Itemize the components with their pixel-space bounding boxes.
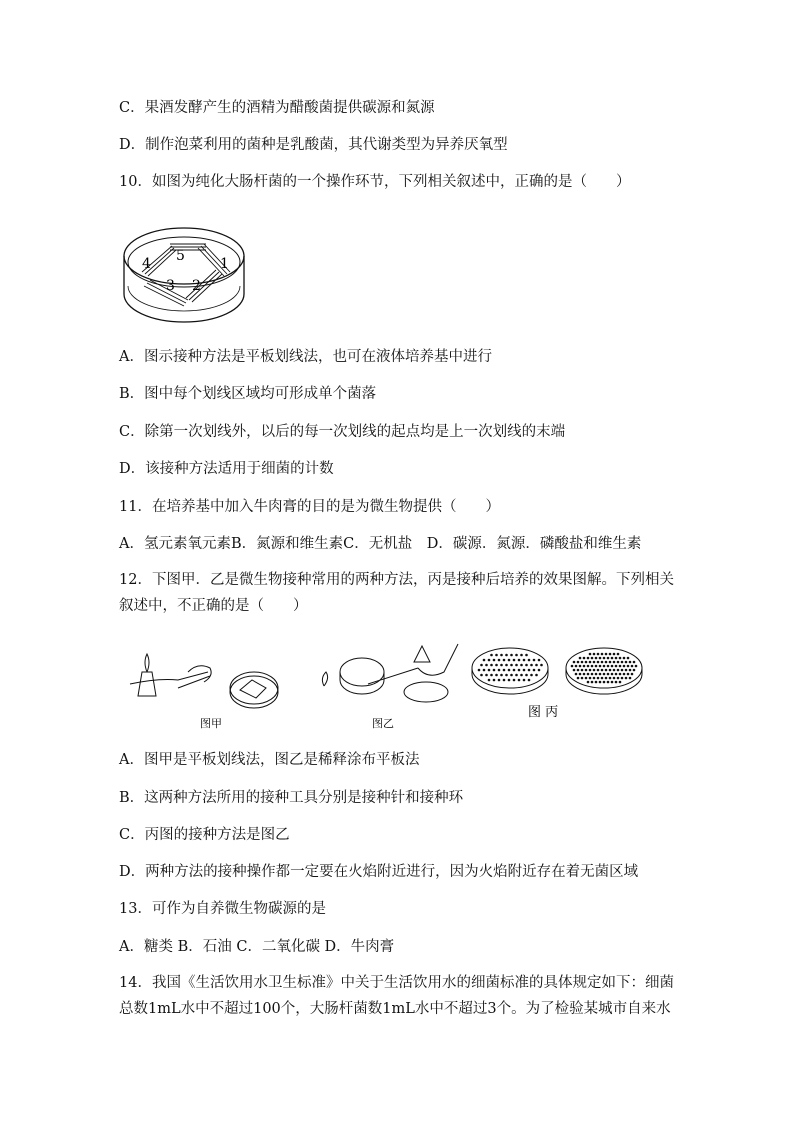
- colony-dot: [615, 657, 618, 660]
- colony-dot: [613, 677, 616, 680]
- colony-dot: [528, 659, 531, 662]
- colony-dot: [619, 673, 622, 676]
- colony-dot: [505, 664, 508, 667]
- colony-dot: [530, 664, 533, 667]
- colony-dot: [611, 673, 614, 676]
- zone-3-label: 3: [166, 278, 175, 294]
- colony-dot: [597, 661, 600, 664]
- colony-dot: [631, 665, 634, 668]
- colony-dot: [625, 677, 628, 680]
- colony-plate-right: [566, 648, 642, 694]
- colony-dot: [503, 679, 506, 682]
- colony-dot: [490, 654, 493, 657]
- q12-option-d: D．两种方法的接种操作都一定要在火焰附近进行，因为火焰附近存在着无菌区域: [119, 864, 639, 880]
- colony-dot: [587, 681, 590, 684]
- colony-dot: [597, 669, 600, 672]
- colony-dot: [623, 665, 626, 668]
- colony-dot: [603, 657, 606, 660]
- colony-dot: [579, 657, 582, 660]
- colony-dot: [528, 679, 531, 682]
- colony-dot: [583, 657, 586, 660]
- colony-dot: [623, 657, 626, 660]
- spread-method-illustration: [322, 644, 458, 702]
- colony-dot: [480, 674, 483, 677]
- colony-dot: [515, 654, 518, 657]
- colony-dot: [538, 659, 541, 662]
- colony-dot: [627, 673, 630, 676]
- colony-dot: [535, 674, 538, 677]
- colony-dot: [613, 669, 616, 672]
- colony-dot: [503, 659, 506, 662]
- colony-dot: [605, 669, 608, 672]
- colony-dot: [595, 657, 598, 660]
- colony-dot: [603, 681, 606, 684]
- q10-option-c: C．除第一次划线外，以后的每一次划线的起点均是上一次划线的末端: [119, 424, 566, 440]
- colony-dot: [488, 659, 491, 662]
- colony-dot: [581, 677, 584, 680]
- colony-dot: [601, 677, 604, 680]
- colony-dot: [605, 661, 608, 664]
- colony-dot: [513, 669, 516, 672]
- colony-dot: [573, 661, 576, 664]
- colony-dot: [595, 665, 598, 668]
- colony-dot: [609, 653, 612, 656]
- colony-dot: [583, 665, 586, 668]
- colony-dot: [535, 664, 538, 667]
- colony-dot: [483, 669, 486, 672]
- colony-dot: [629, 677, 632, 680]
- colony-dot: [619, 665, 622, 668]
- colony-dot: [533, 659, 536, 662]
- question-10: 10．如图为纯化大肠杆菌的一个操作环节，下列相关叙述中，正确的是（ ）: [119, 174, 631, 190]
- q9-option-c: C．果酒发酵产生的酒精为醋酸菌提供碳源和氮源: [119, 100, 435, 116]
- colony-dot: [607, 657, 610, 660]
- colony-dot: [591, 681, 594, 684]
- colony-dot: [589, 661, 592, 664]
- colony-dot: [571, 665, 574, 668]
- colony-dot: [607, 665, 610, 668]
- colony-dot: [520, 654, 523, 657]
- streak-method-illustration: [130, 654, 278, 708]
- colony-dot: [493, 669, 496, 672]
- colony-dot: [485, 674, 488, 677]
- colony-dot: [591, 673, 594, 676]
- colony-dot: [617, 669, 620, 672]
- colony-dot: [488, 669, 491, 672]
- colony-dot: [609, 669, 612, 672]
- colony-dot: [603, 673, 606, 676]
- colony-dot: [619, 681, 622, 684]
- q11-options: A．氢元素氧元素B．氮源和维生素C．无机盐 D．碳源．氮源．磷酸盐和维生素: [119, 536, 642, 552]
- colony-dot: [607, 681, 610, 684]
- colony-dot: [631, 673, 634, 676]
- colony-dot: [585, 661, 588, 664]
- colony-dot: [495, 654, 498, 657]
- colony-dot: [587, 665, 590, 668]
- zone-1-label: 1: [220, 256, 229, 272]
- q12-option-c: C．丙图的接种方法是图乙: [119, 827, 290, 843]
- colony-dot: [508, 679, 511, 682]
- colony-dot: [599, 681, 602, 684]
- question-14: 14．我国《生活饮用水卫生标准》中关于生活饮用水的细菌标准的具体规定如下：细菌总数1mL水中不超过100个，大肠杆菌数1mL水中不超过3个。为了检验某城市自来水: [119, 975, 674, 1017]
- colony-dot: [508, 669, 511, 672]
- colony-dot: [490, 674, 493, 677]
- colony-dot: [605, 677, 608, 680]
- colony-dot: [619, 657, 622, 660]
- colony-dot: [635, 665, 638, 668]
- question-11: 11．在培养基中加入牛肉膏的目的是为微生物提供（ ）: [119, 499, 500, 515]
- colony-dot: [613, 661, 616, 664]
- colony-dot: [625, 661, 628, 664]
- colony-dot: [533, 669, 536, 672]
- colony-dot: [510, 664, 513, 667]
- colony-dot: [515, 674, 518, 677]
- colony-dot: [593, 653, 596, 656]
- colony-dot: [595, 681, 598, 684]
- colony-dot: [617, 653, 620, 656]
- colony-dot: [493, 679, 496, 682]
- colony-dot: [540, 664, 543, 667]
- colony-dot: [593, 669, 596, 672]
- colony-dot: [601, 669, 604, 672]
- colony-dot: [538, 669, 541, 672]
- colony-dot: [605, 653, 608, 656]
- colony-dot: [633, 669, 636, 672]
- colony-dot: [583, 673, 586, 676]
- zone-2-label: 2: [192, 278, 201, 294]
- colony-dot: [587, 657, 590, 660]
- colony-dot: [629, 661, 632, 664]
- colony-dot: [627, 657, 630, 660]
- colony-dot: [500, 674, 503, 677]
- colony-dot: [599, 673, 602, 676]
- colony-dot: [617, 677, 620, 680]
- colony-dot: [597, 677, 600, 680]
- colony-dot: [611, 665, 614, 668]
- colony-dot: [601, 653, 604, 656]
- colony-dot: [520, 674, 523, 677]
- colony-dot: [495, 664, 498, 667]
- colony-dot: [515, 664, 518, 667]
- colony-dot: [493, 659, 496, 662]
- colony-dot: [621, 669, 624, 672]
- colony-dot: [599, 657, 602, 660]
- colony-dot: [625, 669, 628, 672]
- colony-dot: [577, 661, 580, 664]
- colony-dot: [575, 673, 578, 676]
- colony-dot: [615, 681, 618, 684]
- question-12: 12．下图甲．乙是微生物接种常用的两种方法，丙是接种后培养的效果图解。下列相关叙述中，不正确的是（ ）: [119, 572, 674, 614]
- q10-option-a: A．图示接种方法是平板划线法，也可在液体培养基中进行: [119, 349, 492, 365]
- caption-yi: 图乙: [372, 717, 394, 730]
- colony-dot: [617, 661, 620, 664]
- colony-dot: [633, 661, 636, 664]
- colony-dot: [615, 673, 618, 676]
- colony-dot: [490, 664, 493, 667]
- colony-dot: [597, 653, 600, 656]
- colony-dot: [577, 677, 580, 680]
- colony-dot: [611, 681, 614, 684]
- colony-dot: [581, 661, 584, 664]
- colony-dot: [483, 659, 486, 662]
- colony-dot: [510, 674, 513, 677]
- colony-dot: [530, 674, 533, 677]
- colony-dot: [525, 654, 528, 657]
- colony-dot: [609, 661, 612, 664]
- q10-option-b: B．图中每个划线区域均可形成单个菌落: [119, 386, 377, 402]
- colony-dot: [495, 674, 498, 677]
- q12-option-b: B．这两种方法所用的接种工具分别是接种针和接种环: [119, 790, 464, 806]
- colony-dot: [498, 669, 501, 672]
- colony-dot: [591, 665, 594, 668]
- colony-dot: [523, 669, 526, 672]
- question-13: 13．可作为自养微生物碳源的是: [119, 901, 326, 917]
- colony-dot: [508, 659, 511, 662]
- colony-dot: [581, 669, 584, 672]
- caption-bing: 图 丙: [528, 705, 559, 720]
- colony-dot: [623, 673, 626, 676]
- colony-dot: [503, 669, 506, 672]
- colony-dot: [518, 669, 521, 672]
- colony-dot: [513, 659, 516, 662]
- colony-dot: [579, 665, 582, 668]
- colony-dot: [505, 654, 508, 657]
- colony-dot: [615, 665, 618, 668]
- zone-4-label: 4: [142, 256, 151, 272]
- colony-dot: [589, 653, 592, 656]
- colony-dot: [518, 659, 521, 662]
- colony-dot: [589, 669, 592, 672]
- colony-dot: [525, 664, 528, 667]
- colony-dot: [520, 664, 523, 667]
- colony-dot: [498, 679, 501, 682]
- colony-dot: [523, 679, 526, 682]
- colony-dot: [528, 669, 531, 672]
- colony-dot: [599, 665, 602, 668]
- colony-dot: [585, 669, 588, 672]
- colony-dot: [601, 661, 604, 664]
- colony-dot: [593, 661, 596, 664]
- colony-dot: [500, 654, 503, 657]
- colony-dot: [510, 654, 513, 657]
- caption-jia: 图甲: [200, 717, 222, 730]
- zone-5-label: 5: [176, 248, 185, 264]
- colony-dot: [500, 664, 503, 667]
- colony-dot: [577, 669, 580, 672]
- colony-dot: [498, 659, 501, 662]
- colony-dot: [595, 673, 598, 676]
- colony-dot: [488, 679, 491, 682]
- colony-dot: [609, 677, 612, 680]
- colony-dot: [478, 669, 481, 672]
- colony-dot: [575, 665, 578, 668]
- colony-dot: [505, 674, 508, 677]
- colony-dot: [573, 669, 576, 672]
- colony-dot: [629, 669, 632, 672]
- colony-dot: [480, 664, 483, 667]
- colony-dot: [627, 665, 630, 668]
- colony-dot: [613, 653, 616, 656]
- colony-dot: [589, 677, 592, 680]
- colony-dot: [585, 677, 588, 680]
- q13-options: A．糖类 B．石油 C．二氧化碳 D．牛肉膏: [119, 939, 395, 955]
- colony-dot: [607, 673, 610, 676]
- colony-dot: [485, 664, 488, 667]
- q10-option-d: D．该接种方法适用于细菌的计数: [119, 461, 334, 477]
- q12-option-a: A．图甲是平板划线法，图乙是稀释涂布平板法: [119, 752, 420, 768]
- colony-dot: [593, 677, 596, 680]
- colony-dot: [591, 657, 594, 660]
- colony-dot: [621, 661, 624, 664]
- inoculation-methods-figure: [118, 632, 678, 732]
- q9-option-d: D．制作泡菜利用的菌种是乳酸菌，其代谢类型为异养厌氧型: [119, 137, 508, 153]
- colony-dot: [579, 673, 582, 676]
- colony-dot: [621, 677, 624, 680]
- colony-dot: [518, 679, 521, 682]
- streak-plate-figure: [120, 214, 250, 334]
- colony-dot: [603, 665, 606, 668]
- colony-dot: [611, 657, 614, 660]
- colony-dot: [525, 674, 528, 677]
- colony-dot: [587, 673, 590, 676]
- colony-plate-left: [472, 648, 548, 694]
- colony-dot: [523, 659, 526, 662]
- colony-dot: [513, 679, 516, 682]
